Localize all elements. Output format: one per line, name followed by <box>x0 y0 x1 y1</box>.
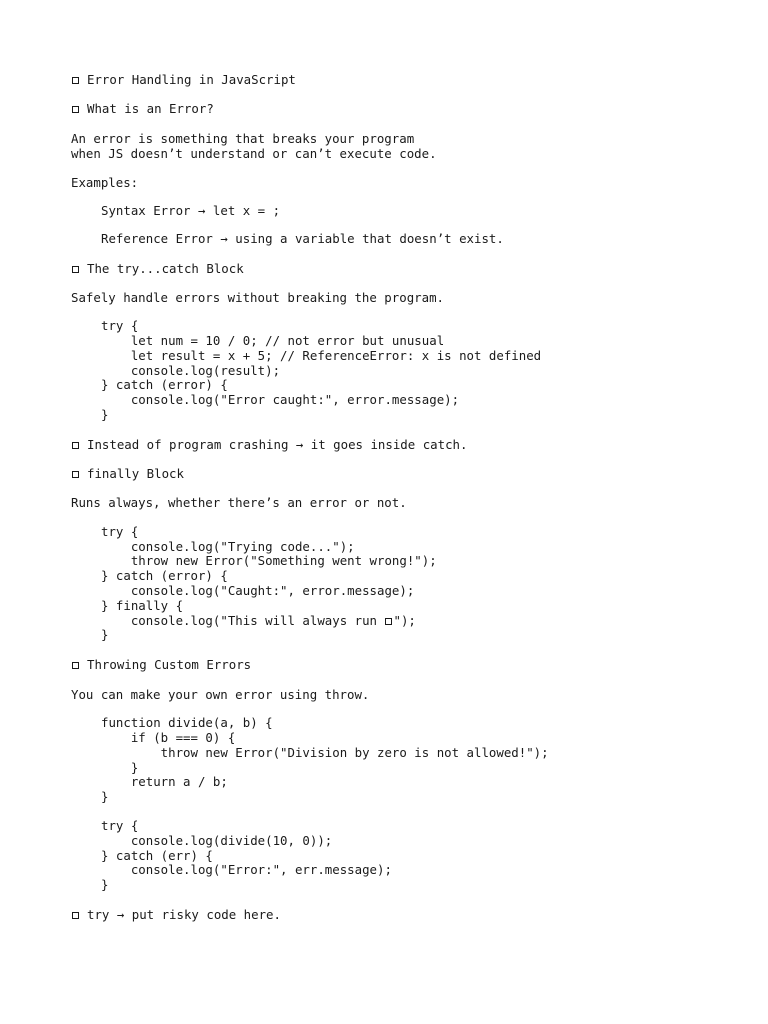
code-line: if (b === 0) { <box>101 729 236 745</box>
try-catch-description: Safely handle errors without breaking the program. <box>71 290 444 306</box>
emoji-placeholder-icon <box>385 618 392 625</box>
heading-text: What is an Error? <box>87 101 214 116</box>
code-line: throw new Error("Something went wrong!"); <box>101 553 437 569</box>
code-line: try { <box>101 523 139 539</box>
code-block-finally <box>71 525 751 643</box>
code-line: let num = 10 / 0; // not error but unusual <box>101 332 445 348</box>
bullet-box-icon <box>72 106 79 113</box>
note-instead-of-crashing <box>71 437 751 452</box>
bullet-box-icon <box>72 77 79 84</box>
example-reference-error: Reference Error → using a variable that doesn’t exist. <box>101 231 504 247</box>
code-line: } finally { <box>101 597 184 613</box>
code-line: } <box>101 759 139 775</box>
code-line: } catch (error) { <box>101 568 228 584</box>
code-line: console.log("Caught:", error.message); <box>101 582 415 598</box>
code-line: console.log("Error:", err.message); <box>101 862 392 878</box>
code-line: try { <box>101 318 139 334</box>
bullet-box-icon <box>72 442 79 449</box>
code-line: function divide(a, b) { <box>101 715 273 731</box>
bullet-box-icon <box>72 662 79 669</box>
code-text: console.log("This will always run <box>101 612 385 628</box>
throwing-description: You can make your own error using throw. <box>71 687 370 703</box>
code-block-divide-try <box>71 819 751 893</box>
code-line: } catch (error) { <box>101 377 228 393</box>
code-line: } catch (err) { <box>101 847 213 863</box>
code-line: return a / b; <box>101 774 228 790</box>
error-description <box>71 131 751 161</box>
paragraph-line: An error is something that breaks your program <box>71 131 415 146</box>
code-line: console.log("Trying code..."); <box>101 538 355 554</box>
note-text: try → put risky code here. <box>87 906 281 922</box>
heading-text: Error Handling in JavaScript <box>87 72 296 87</box>
heading-what-is-error <box>71 101 751 116</box>
finally-description: Runs always, whether there’s an error or not. <box>71 494 407 510</box>
code-text: "); <box>393 612 416 628</box>
bullet-box-icon <box>72 266 79 273</box>
bullet-box-icon <box>72 912 79 919</box>
heading-text: The try...catch Block <box>87 261 244 277</box>
code-block-try-catch <box>71 319 751 423</box>
heading-text: Throwing Custom Errors <box>87 657 252 673</box>
document-page <box>71 72 751 922</box>
code-line: console.log("Error caught:", error.message); <box>101 392 460 408</box>
paragraph-line: when JS doesn’t understand or can’t execute code. <box>71 145 437 161</box>
example-syntax-error: Syntax Error → let x = ; <box>101 202 281 218</box>
code-line: } <box>101 789 109 805</box>
code-line: throw new Error("Division by zero is not allowed!"); <box>101 744 549 760</box>
code-line: } <box>101 627 109 643</box>
heading-throwing-custom-errors <box>71 657 751 672</box>
heading-text: finally Block <box>87 465 184 481</box>
code-line: console.log(divide(10, 0)); <box>101 832 333 848</box>
note-text: Instead of program crashing → it goes inside catch. <box>87 436 468 452</box>
heading-try-catch <box>71 261 751 276</box>
code-line-always-run <box>101 614 751 629</box>
examples-label: Examples: <box>71 174 139 190</box>
code-block-divide <box>71 716 751 805</box>
code-line: console.log(result); <box>101 362 281 378</box>
bullet-box-icon <box>72 471 79 478</box>
code-line: } <box>101 877 109 893</box>
note-try <box>71 907 751 922</box>
code-line: let result = x + 5; // ReferenceError: x is not defined <box>101 347 542 363</box>
heading-error-handling <box>71 72 751 87</box>
code-line: } <box>101 406 109 422</box>
heading-finally-block <box>71 466 751 481</box>
code-line: try { <box>101 817 139 833</box>
